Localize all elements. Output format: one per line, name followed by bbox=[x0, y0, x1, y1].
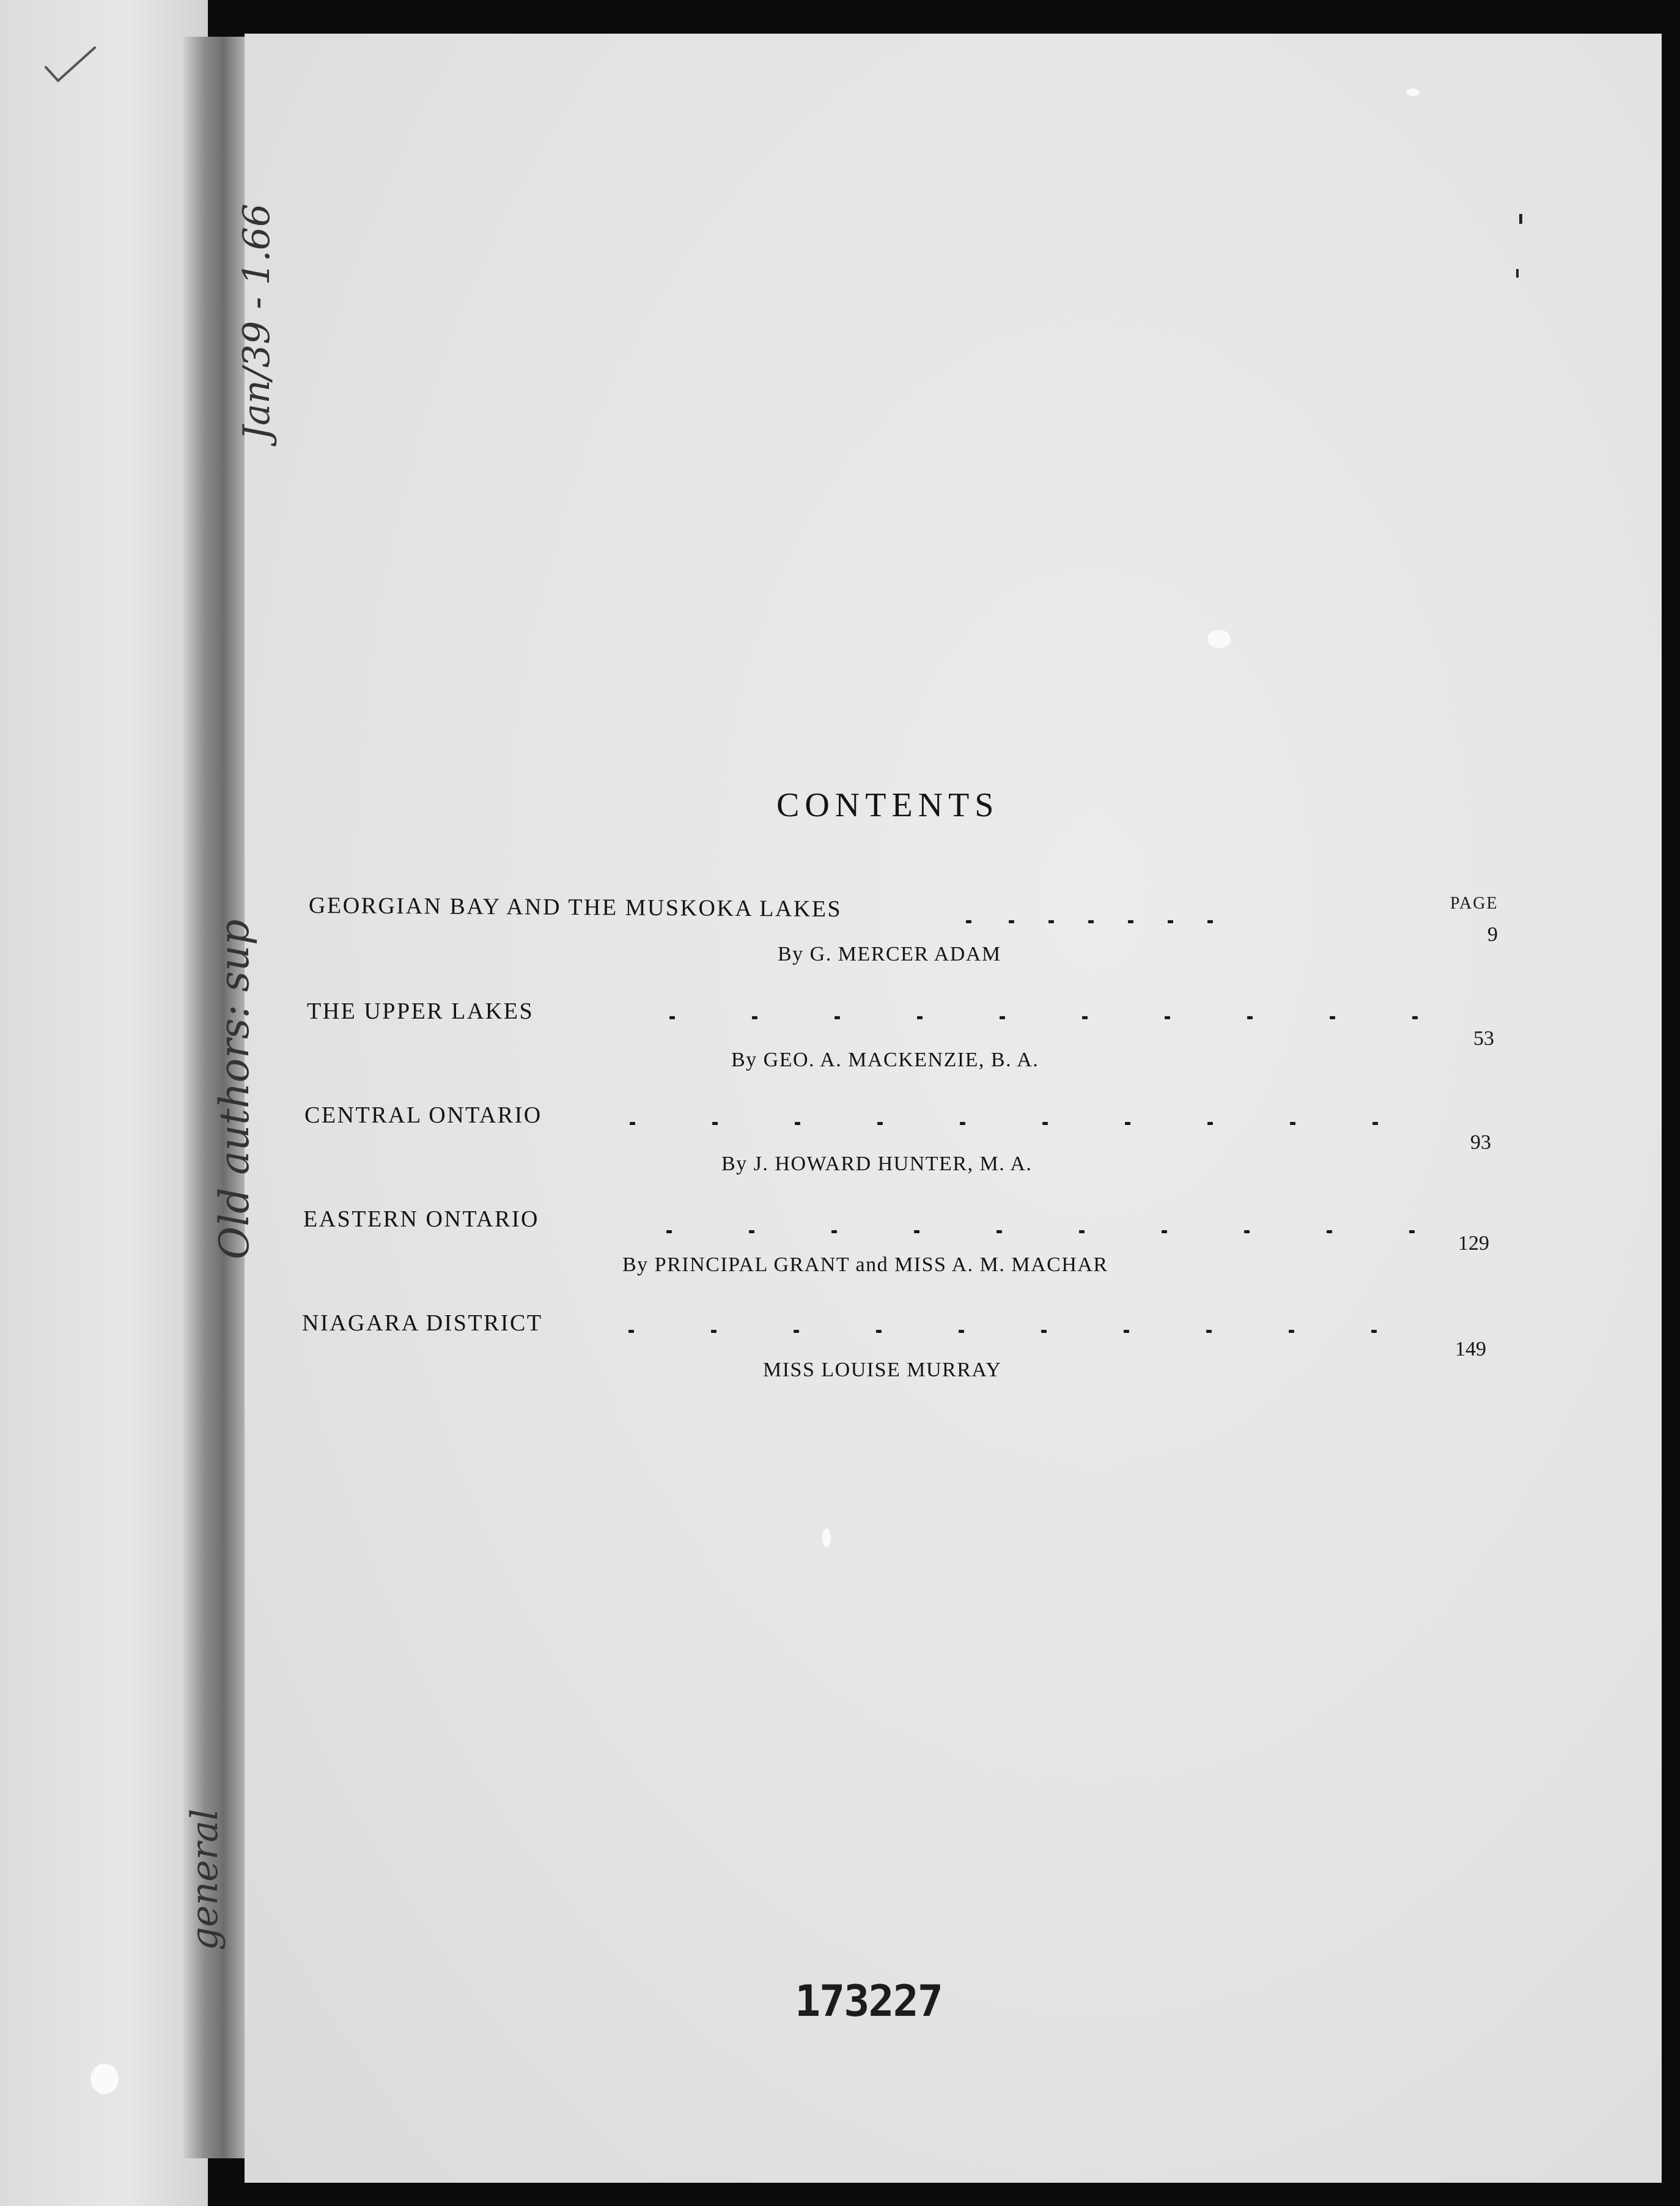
entry-page-number: 9 bbox=[1487, 923, 1498, 946]
facing-leaf bbox=[0, 0, 208, 2206]
scan-speck bbox=[1406, 89, 1420, 96]
dot-leader bbox=[666, 1230, 1424, 1234]
scan-speck bbox=[822, 1529, 831, 1547]
entry-title: GEORGIAN BAY AND THE MUSKOKA LAKES bbox=[308, 892, 842, 923]
dot-leader bbox=[669, 1016, 1421, 1020]
scan-speck bbox=[1207, 630, 1231, 648]
scan-speck bbox=[90, 2064, 119, 2094]
dot-leader bbox=[630, 1122, 1388, 1126]
dot-leader bbox=[628, 1330, 1387, 1334]
entry-author: By J. HOWARD HUNTER, M. A. bbox=[721, 1153, 1033, 1175]
entry-page-number: 53 bbox=[1473, 1027, 1494, 1050]
contents-heading: CONTENTS bbox=[776, 786, 1000, 824]
entry-page-number: 129 bbox=[1458, 1232, 1489, 1255]
margin-note-authors: Old authors: sup bbox=[211, 919, 258, 1260]
scan-speck bbox=[1516, 269, 1519, 278]
entry-author: By GEO. A. MACKENZIE, B. A. bbox=[731, 1049, 1039, 1071]
entry-author: MISS LOUISE MURRAY bbox=[763, 1359, 1002, 1381]
dot-leader bbox=[966, 920, 1394, 924]
entry-title: EASTERN ONTARIO bbox=[303, 1206, 539, 1232]
entry-title: THE UPPER LAKES bbox=[307, 998, 534, 1024]
check-mark-icon bbox=[43, 43, 98, 86]
page-column-label: PAGE bbox=[1450, 894, 1498, 913]
entry-title: CENTRAL ONTARIO bbox=[304, 1102, 542, 1128]
margin-note-general: general bbox=[183, 1809, 226, 1950]
entry-page-number: 93 bbox=[1470, 1131, 1491, 1154]
entry-page-number: 149 bbox=[1455, 1338, 1486, 1360]
margin-note-date: Jan/39 - 1.66 bbox=[235, 203, 278, 440]
accession-stamp: 173227 bbox=[795, 1976, 942, 2026]
entry-author: By G. MERCER ADAM bbox=[778, 943, 1001, 965]
entry-title: NIAGARA DISTRICT bbox=[302, 1310, 543, 1336]
entry-author: By PRINCIPAL GRANT and MISS A. M. MACHAR bbox=[622, 1253, 1108, 1276]
scan-speck bbox=[1519, 214, 1522, 224]
